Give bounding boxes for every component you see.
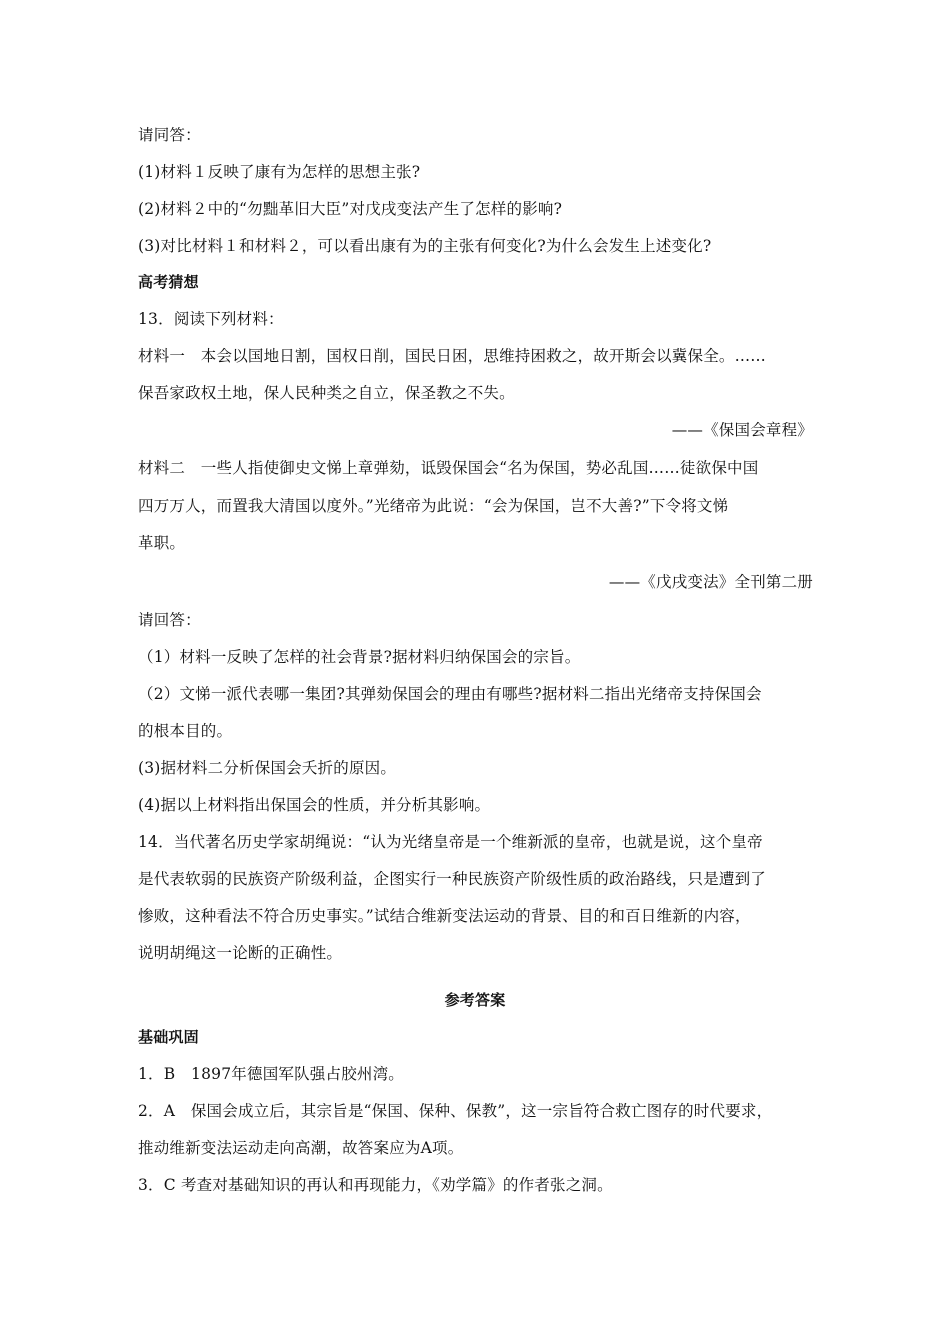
q13-sub2-line1: （2）文悌一派代表哪一集团?其弹劾保国会的理由有哪些?据材料二指出光绪帝支持保国会 [138,685,762,703]
q14-line3: 惨败，这种看法不符合历史事实。”试结合维新变法运动的背景、目的和百日维新的内容， [138,907,751,925]
q13-material2-line1: 材料二 一些人指使御史文悌上章弹劾，诋毁保国会“名为保国，势必乱国……徒欲保中国 [138,459,759,477]
q14-line2: 是代表软弱的民族资产阶级利益，企图实行一种民族资产阶级性质的政治路线，只是遭到了 [138,870,767,888]
q12-sub3: (3)对比材料１和材料２，可以看出康有为的主张有何变化?为什么会发生上述变化? [138,237,712,255]
q12-sub1: (1)材料１反映了康有为怎样的思想主张? [138,163,421,181]
q13-material1-line2: 保吾家政权土地，保人民种类之自立，保圣教之不失。 [138,384,515,402]
answer-2-line2: 推动维新变法运动走向高潮，故答案应为A项。 [138,1139,464,1157]
q13-intro: 13．阅读下列材料： [138,310,284,328]
q14-line1: 14．当代著名历史学家胡绳说：“认为光绪皇帝是一个维新派的皇帝，也就是说，这个皇帝 [138,833,763,851]
q13-material2-line2: 四万万人，而置我大清国以度外。”光绪帝为此说：“会为保国，岂不大善?”下令将文悌 [138,497,729,515]
q13-sub4: (4)据以上材料指出保国会的性质，并分析其影响。 [138,796,491,814]
q13-sub3: (3)据材料二分析保国会夭折的原因。 [138,759,397,777]
answers-title: 参考答案 [444,991,506,1009]
q12-sub2: (2)材料２中的“勿黜革旧大臣”对戊戌变法产生了怎样的影响? [138,200,563,218]
q12-prompt: 请同答： [138,126,201,144]
answer-1: 1．B 1897年德国军队强占胶州湾。 [138,1065,404,1083]
answer-3: 3．C 考查对基础知识的再认和再现能力，《劝学篇》的作者张之洞。 [138,1176,613,1194]
answer-2-line1: 2．A 保国会成立后，其宗旨是“保国、保种、保教”，这一宗旨符合救亡图存的时代要求， [138,1102,773,1120]
q13-material2-source: ——《戊戌变法》全刊第二册 [608,573,813,591]
q13-material1-source: ——《保国会章程》 [671,421,813,439]
q13-prompt: 请回答： [138,611,201,629]
section-heading-gaokao: 高考猜想 [138,273,199,291]
section-heading-jichu: 基础巩固 [138,1028,199,1046]
q13-material2-line3: 革职。 [138,534,186,552]
q13-sub2-line2: 的根本目的。 [138,722,233,740]
q13-material1-line1: 材料一 本会以国地日割，国权日削，国民日困，思维持困救之，故开斯会以冀保全。…… [138,347,767,365]
q14-line4: 说明胡绳这一论断的正确性。 [138,944,343,962]
q13-sub1: （1）材料一反映了怎样的社会背景?据材料归纳保国会的宗旨。 [138,648,581,666]
